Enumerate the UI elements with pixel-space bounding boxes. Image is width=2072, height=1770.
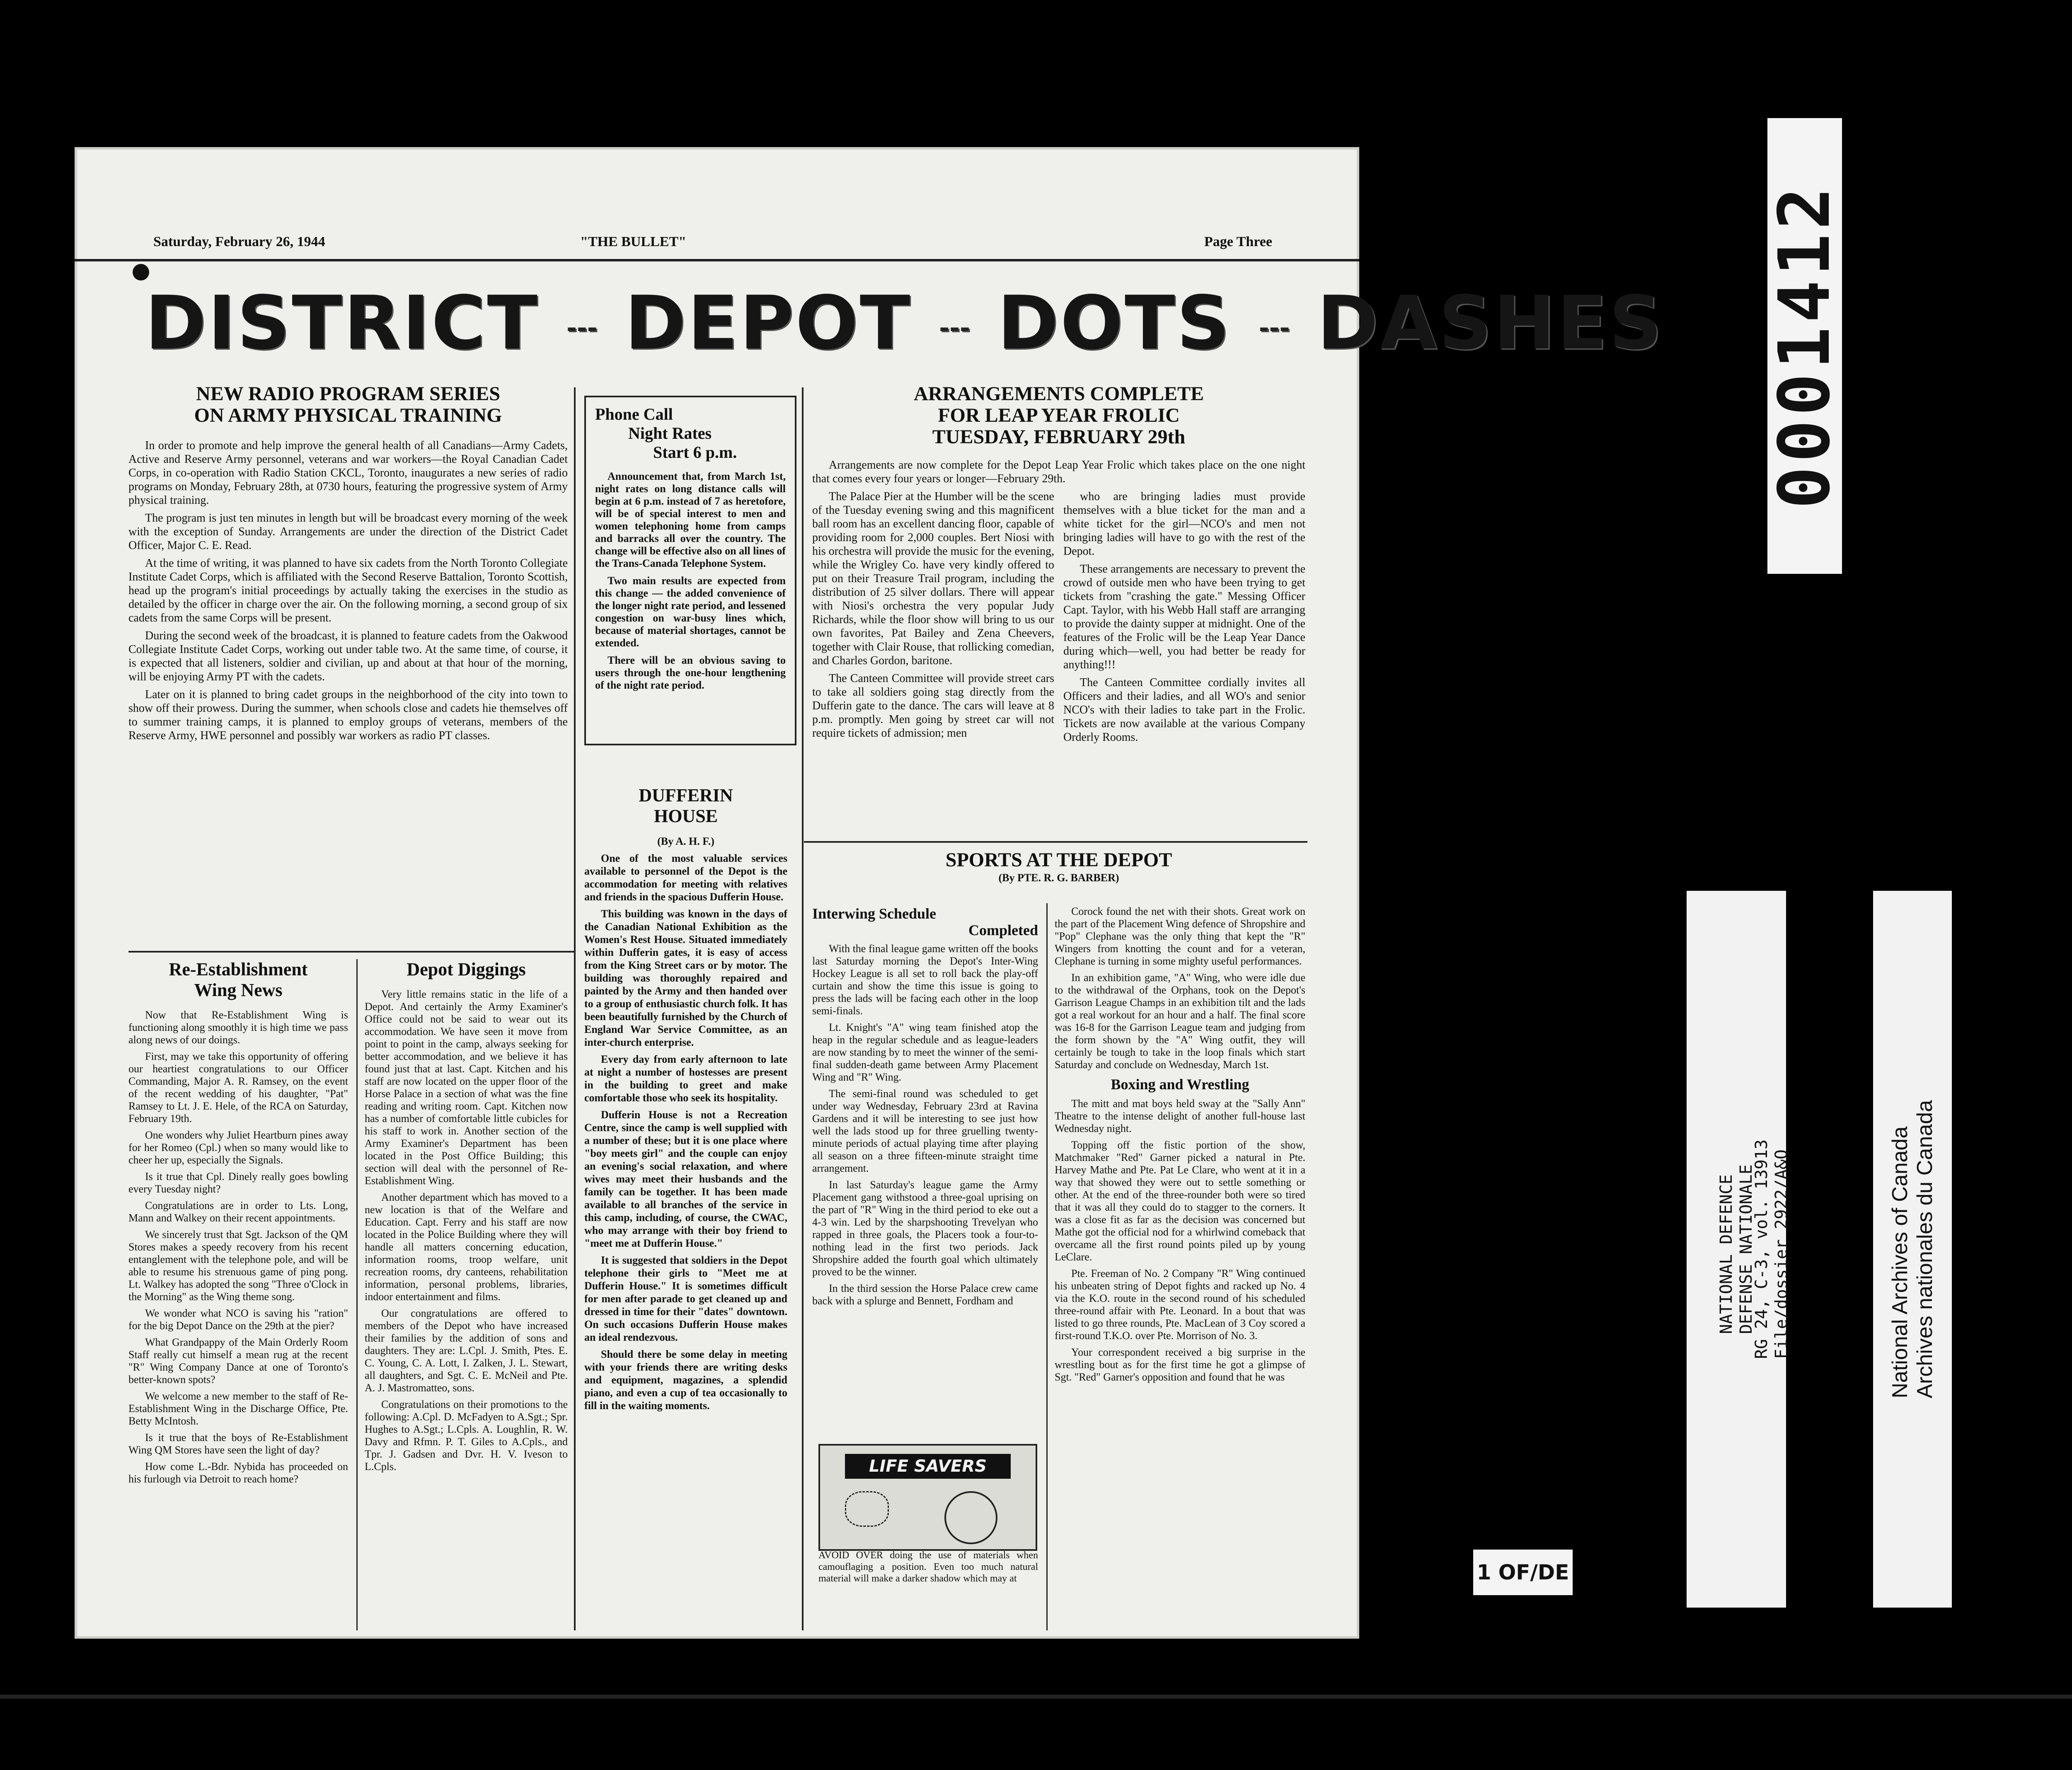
sports-header (812, 849, 1305, 903)
reference-strip (1720, 891, 1823, 1608)
issue-date: Saturday, February 26, 1944 (153, 234, 325, 249)
reestablishment-paragraph: Is it true that Cpl. Dinely really goes bowling every Tuesday night? (128, 1170, 348, 1195)
reestablishment-paragraph: We welcome a new member to the staff of Re-Establishment Wing in the Discharge Office, Pte. Betty McIntosh. (128, 1390, 348, 1427)
radio-paragraph: The program is just ten minutes in length but will be broadcast every morning of the week with the exception of Sunday. Arrangements are under the direction of the District Cadet Officer, Major C. E. Read. (128, 512, 568, 552)
masthead-word: DOTS (997, 280, 1232, 366)
column-rule (356, 959, 358, 1630)
phone-box-paragraph: Announcement that, from March 1st, night rates on long distance calls will begin at 6 p.m. instead of 7 as heretofore, will be of special interest to men and women telephoning home from camps and barracks all over the country. The change will be effective also on all lines of the Trans-Canada Telephone System. (595, 470, 786, 569)
sports-paragraph: The mitt and mat boys held sway at the "Sally Ann" Theatre to the intense delight of another full-house last Wednesday night. (1055, 1098, 1305, 1134)
archives-en: National Archives of Canada (1888, 1126, 1912, 1398)
masthead-separator: --- (939, 314, 970, 343)
reestablishment-paragraph: One wonders why Juliet Heartburn pines away for her Romeo (Cpl.) when so many would like to cheer her up, especially the Signals. (128, 1129, 348, 1166)
radio-article (128, 383, 568, 947)
dufferin-paragraph: It is suggested that soldiers in the Depot telephone their girls to "Meet me at Dufferin House." It is sometimes difficult for men after parade to get cleaned up and dressed in time for their "dates" downtown. On such occasions Dufferin House makes an ideal rendezvous. (584, 1254, 787, 1343)
radio-paragraph: Later on it is planned to bring cadet groups in the neighborhood of the city into town to show off their prowess. During the summer, when schools close and cadets hie themselves off to summer training camps, it is planned to employ groups of veterans, members of the Reserve Army, HWE personnel and possibly war workers as radio PT classes. (128, 688, 568, 742)
dufferin-paragraph: Dufferin House is not a Recreation Centre, since the camp is well supplied with a number of these; but it is one place where "boy meets girl" and the couple can enjoy an evening's social relaxation, and where wives may meet their husbands and the family can be together. It has been made available to all branches of the service in this camp, including, of course, the CWAC, who may arrange with their boy friend to "meet me at Dufferin House." (584, 1109, 787, 1249)
section-rule (804, 841, 1307, 843)
leap-paragraph: The Canteen Committee will provide street cars to take all soldiers going stag directly from the Dufferin gate to the dance. The cars will leave at 8 p.m. promptly. Men going by street car will not require tickets of admission; men (812, 672, 1054, 740)
phone-box-line3: Start 6 p.m. (653, 443, 737, 462)
leap-headline-line3: TUESDAY, FEBRUARY 29th (932, 426, 1186, 448)
sports-paragraph: The semi-final round was scheduled to get under way Wednesday, February 23rd at Ravina Gardens and it will be interesting to see just how well the lads stood up for three gruelling twenty-minute periods of actual playing time after playing all season on a three fifteen-minute straight time arrangement. (812, 1088, 1038, 1174)
radio-paragraph: In order to promote and help improve the general health of all Canadians—Army Cadets, Active and Reserve Army personnel, veterans and war workers—the Royal Canadian Cadet Corps, in co-operation with Radio Station CKCL, Toronto, inaugurates a new series of radio programs on Monday, February 28th, at 0730 hours, featuring the progressive system of Army physical training. (128, 439, 568, 507)
life-savers-cartoon (818, 1444, 1037, 1551)
dufferin-article (584, 785, 787, 1630)
leap-year-article (812, 383, 1305, 839)
radio-headline-line1: NEW RADIO PROGRAM SERIES (196, 383, 500, 405)
sports-subhead-schedule-1: Interwing Schedule (812, 905, 937, 922)
sports-paragraph: Topping off the fistic portion of the show, Matchmaker "Red" Garner picked a natural in Pte. Harvey Mathe and Pte. Pat Le Clare, who went at it in a way that showed they were out to settle something or other. At the end of the three-rounder both were so tired that it was all they could do to stagger to the corners. It was a close fit as far as the decision was concerned but Mathe got the official nod for a whirlwind comeback that overcame all the first round points piled up by young LeClare. (1055, 1139, 1305, 1263)
section-rule (128, 951, 574, 953)
dufferin-title-line2: HOUSE (654, 806, 718, 826)
masthead-word: DEPOT (625, 280, 912, 366)
header-rule (75, 259, 1359, 261)
diggings-paragraph: Very little remains static in the life of a Depot. And certainly the Army Examiner's Office could not be said to wear out its accommodation. We have seen it move from point to point in the camp, always seeking for better accommodation, and we believe it has found just that at last. Capt. Kitchen and his staff are now located on the upper floor of the Horse Palace in a section of what was the fine reading and writing room. Capt. Kitchen now has a number of comfortable little cubicles for his staff to work in. Another section of the Army Examiner's Department has been located in the Post Office Building; this section will deal with the personnel of Re-Establishment Wing. (365, 988, 568, 1187)
sports-subhead-boxing: Boxing and Wrestling (1111, 1076, 1249, 1093)
sports-paragraph: In last Saturday's league game the Army Placement gang withstood a three-goal uprising on the part of "R" Wing in the third period to eke out a 4-3 win. Led by the sharpshooting Trevelyan who rapped in three goals, the Placers took a four-to-nothing lead in the first two periods. Jack Shropshire added the fourth goal which ultimately proved to be the winner. (812, 1179, 1038, 1278)
sports-paragraph: With the final league game written off the books last Saturday morning the Depot's Inter-Wing Hockey League is all set to roll back the play-off curtain and show the time this issue is going to press the lads will be facing each other in the loop semi-finals. (812, 943, 1038, 1017)
reestablishment-title-line2: Wing News (194, 980, 283, 1000)
sports-paragraph: In the third session the Horse Palace crew came back with a splurge and Bennett, Fordham and (812, 1282, 1038, 1307)
frame-number-stamp (1764, 118, 1846, 574)
column-rule (574, 387, 576, 1630)
masthead-separator: --- (1259, 314, 1290, 343)
leap-paragraph: who are bringing ladies must provide themselves with a blue ticket for the man and a white ticket for the girl—NCO's and men not bringing ladies will have to go with the rest of the Depot. (1063, 490, 1305, 558)
leap-paragraph: These arrangements are necessary to prevent the crowd of outside men who have been trying to get tickets from "crashing the gate." Messing Officer Capt. Taylor, with his Webb Hall staff are arranging to provide the dainty supper at midnight. One of the features of the Frolic will be the Leap Year Dance during which—well, you had better be ready for anything!!! (1063, 563, 1305, 671)
department-en: NATIONAL DEFENCE (1717, 1174, 1736, 1334)
phone-box-title (595, 405, 786, 462)
dufferin-paragraph: One of the most valuable services available to personnel of the Depot is the accommodation for meeting with relatives and friends in the spacious Dufferin House. (584, 852, 787, 903)
leap-headline-line2: FOR LEAP YEAR FROLIC (938, 404, 1180, 426)
cartoon-banner: LIFE SAVERS (845, 1454, 1011, 1479)
phone-box-line2: Night Rates (628, 424, 712, 442)
reestablishment-paragraph: Is it true that the boys of Re-Establishment Wing QM Stores have seen the light of day? (128, 1431, 348, 1456)
masthead-word: DASHES (1317, 280, 1664, 366)
diggings-title: Depot Diggings (407, 959, 526, 979)
masthead-separator: --- (566, 314, 598, 343)
paper-name: "THE BULLET" (580, 234, 686, 249)
masthead (145, 280, 1664, 366)
sports-paragraph: Your correspondent received a big surprise in the wrestling bout as for the first time he got a glimpse of Sgt. "Red" Garner's opposition and found that he was (1055, 1346, 1305, 1383)
archives-fr: Archives nationales du Canada (1913, 1100, 1937, 1398)
leap-paragraph: The Canteen Committee cordially invites all Officers and their ladies, and all WO's and senior NCO's with their ladies to take part in the Frolic. Tickets are now available at the various Company Orderly Rooms. (1063, 676, 1305, 744)
reestablishment-title-line1: Re-Establishment (169, 959, 308, 979)
cartoon-caption-text: AVOID OVER doing the use of materials when camouflaging a position. Even too much natural material will make a darker shadow which may at (818, 1550, 1038, 1584)
sports-paragraph: Pte. Freeman of No. 2 Company "R" Wing continued his unbeaten string of Depot fights and racked up No. 4 via the K.O. route in the second round of his scheduled three-round affair with Pte. Leonard. In a bout that was listed to go three rounds, Pte. MacLean of 3 Coy scored a first-round T.K.O. over Pte. Morrison of No. 3. (1055, 1267, 1305, 1342)
reestablishment-article (128, 959, 348, 1630)
leap-intro: Arrangements are now complete for the Depot Leap Year Frolic which takes place on the one night that comes every four years or longer—February 29th. (812, 459, 1305, 485)
column-rule (802, 387, 804, 1630)
frame-number: 0001412 (1764, 183, 1846, 509)
reestablishment-paragraph: How come L.-Bdr. Nybida has proceeded on his furlough via Detroit to reach home? (128, 1460, 348, 1485)
masthead-word: DISTRICT (145, 280, 539, 366)
dufferin-paragraph: Every day from early afternoon to late at night a number of hostesses are present in the building to greet and make comfortable those who seek its hospitality. (584, 1053, 787, 1104)
sports-byline: (By PTE. R. G. BARBER) (998, 872, 1119, 884)
cartoon-caption (818, 1550, 1038, 1630)
radio-headline-line2: ON ARMY PHYSICAL TRAINING (194, 404, 502, 426)
department-fr: DEFENSE NATIONALE (1737, 1164, 1756, 1334)
sports-column-right (1055, 905, 1305, 1635)
leap-paragraph: The Palace Pier at the Humber will be the scene of the Tuesday evening swing and this magnificent ball room has an excellent dancing floor, capable of providing room for 2,000 couples. Bert Niosi with his orchestra will provide the music for the evening, while the Wrigley Co. have very kindly offered to put on their Treasure Trail program, including the distribution of 25 silver dollars. There will appear with Niosi's orchestra the very popular Judy Richards, while the floor show will bring to us our own favorites, Pat Bailey and Zena Cheevers, together with Clair Rouse, that rollicking comedian, and Charles Gordon, baritone. (812, 490, 1054, 667)
diggings-paragraph: Congratulations on their promotions to the following: A.Cpl. D. McFadyen to A.Sgt.; Spr. Hughes to A.Sgt.; L.Cpls. A. Loughlin, R. W. Davy and Rfmn. P. T. Giles to A.Cpls., and Tpr. J. Gadsen and Dvr. H. V. Iveson to L.Cpls. (365, 1398, 568, 1473)
reestablishment-paragraph: We wonder what NCO is saving his "ration" for the big Depot Dance on the 29th at the pier? (128, 1307, 348, 1332)
diggings-article (365, 959, 568, 1630)
cartoon-figure (944, 1491, 997, 1544)
reel-label: 1 OF/DE (1473, 1550, 1573, 1595)
cartoon-splash (845, 1491, 889, 1527)
diggings-paragraph: Another department which has moved to a new location is that of the Welfare and Education. Capt. Ferry and his staff are now located in the Police Building where they will handle all matters concerning education, information rooms, troop welfare, unit recreation rooms, dry canteens, rehabilitation information, personal problems, libraries, indoor entertainment and films. (365, 1191, 568, 1303)
binder-hole (133, 264, 149, 280)
phone-box-paragraph: There will be an obvious saving to users through the one-hour lengthening of the night rate period. (595, 654, 786, 691)
radio-paragraph: During the second week of the broadcast, it is planned to feature cadets from the Oakwood Collegiate Institute Cadet Corps, working out under table two. At the same time, of course, it is expected that all listeners, soldier and civilian, up and about at that hour of the morning, will be enjoying Army PT with the cadets. (128, 629, 568, 683)
reestablishment-paragraph: What Grandpappy of the Main Orderly Room Staff really cut himself a mean rug at the recent "R" Wing Company Dance at one of Toronto's better-known spots? (128, 1336, 348, 1386)
reestablishment-paragraph: We sincerely trust that Sgt. Jackson of the QM Stores makes a speedy recovery from his recent entanglement with the telephone pole, and will be able to resume his strenuous game of ping pong. Lt. Walkey has adopted the song "Three o'Clock in the Morning" as the Wing theme song. (128, 1228, 348, 1303)
radio-paragraph: At the time of writing, it was planned to have six cadets from the North Toronto Collegiate Institute Cadet Corps, which is affiliated with the Second Reserve Battalion, Toronto Scottish, head up the program's initial proceedings by actually taking the exercises in the studio as detailed by the officer in charge over the air. On the following morning, a second group of six cadets from the same Corps will be present. (128, 557, 568, 624)
page-number: Page Three (1204, 234, 1272, 249)
dufferin-byline: (By A. H. F.) (657, 835, 714, 847)
phone-box-line1: Phone Call (595, 405, 673, 423)
sports-paragraph: In an exhibition game, "A" Wing, who were idle due to the withdrawal of the Orphans, took on the Depot's Garrison League Champs in an exhibition tilt and the lads got a real workout for an hour and a half. The final score was 16-8 for the Garrison League team and judging from the form shown by the "A" Wing outfit, they will certainly be tough to take in the loop finals which start Saturday and conclude on Wednesday, March 1st. (1055, 972, 1305, 1071)
dufferin-paragraph: Should there be some delay in meeting with your friends there are writing desks and equipment, magazines, a splendid piano, and even a cup of tea occasionally to fill in the waiting moments. (584, 1348, 787, 1412)
reestablishment-paragraph: Now that Re-Establishment Wing is functioning along smoothly it is high time we pass along news of our doings. (128, 1009, 348, 1046)
diggings-paragraph: Our congratulations are offered to members of the Depot who have increased their families by the addition of sons and daughters. They are: L.Cpl. J. Smith, Ptes. E. C. Young, C. A. Lott, I. Zalken, J. L. Stewart, all daughters, and Sgt. C. E. McNeil and Pte. A. J. Mastromatteo, sons. (365, 1307, 568, 1394)
dufferin-paragraph: This building was known in the days of the Canadian National Exhibition as the Women's Rest House. Situated immediately within Dufferin gates, it is easy of access from the King Street cars or by motor. The building was thoroughly repaired and painted by the Army and then handed over to a group of enthusiastic church folk. It has been beautifully furnished by the Church of England War Service Committee, as an inter-church enterprise. (584, 908, 787, 1048)
leap-headline-line1: ARRANGEMENTS COMPLETE (913, 383, 1204, 405)
reference-line2: File/dossier 2922/A&Q (1772, 1149, 1791, 1359)
column-rule (1046, 903, 1048, 1630)
sports-paragraph: Corock found the net with their shots. Great work on the part of the Placement Wing defence of Shropshire and "Pop" Clephane was the only thing that kept the "R" Wingers from knotting the count and for a veteran, Clephane is turning in some mighty useful performances. (1055, 905, 1305, 967)
reestablishment-paragraph: First, may we take this opportunity of offering our heartiest congratulations to our Officer Commanding, Major A. R. Ramsey, on the event of the recent wedding of his daughter, "Pat" Ramsey to Lt. J. E. Hele, of the RCA on Saturday, February 19th. (128, 1050, 348, 1124)
phone-rates-box (584, 396, 796, 745)
dufferin-title-line1: DUFFERIN (639, 785, 733, 805)
archives-strip (1873, 891, 1952, 1608)
reestablishment-paragraph: Congratulations are in order to Lts. Long, Mann and Walkey on their recent appointments. (128, 1199, 348, 1224)
frame-edge (0, 1695, 2072, 1699)
phone-box-paragraph: Two main results are expected from this change — the added convenience of the longer night rate period, and lessened congestion on war-busy lines which, because of material shortages, cannot be extended. (595, 575, 786, 649)
sports-paragraph: Lt. Knight's "A" wing team finished atop the heap in the regular schedule and as league-leaders are now standing by to meet the winner of the semi-final sudden-death game between Army Placement Wing and "R" Wing. (812, 1021, 1038, 1083)
sports-subhead-schedule-2: Completed (968, 922, 1038, 938)
reference-line1: RG 24, C-3, vol. 13913 (1752, 1139, 1771, 1359)
sports-title: SPORTS AT THE DEPOT (945, 849, 1172, 871)
